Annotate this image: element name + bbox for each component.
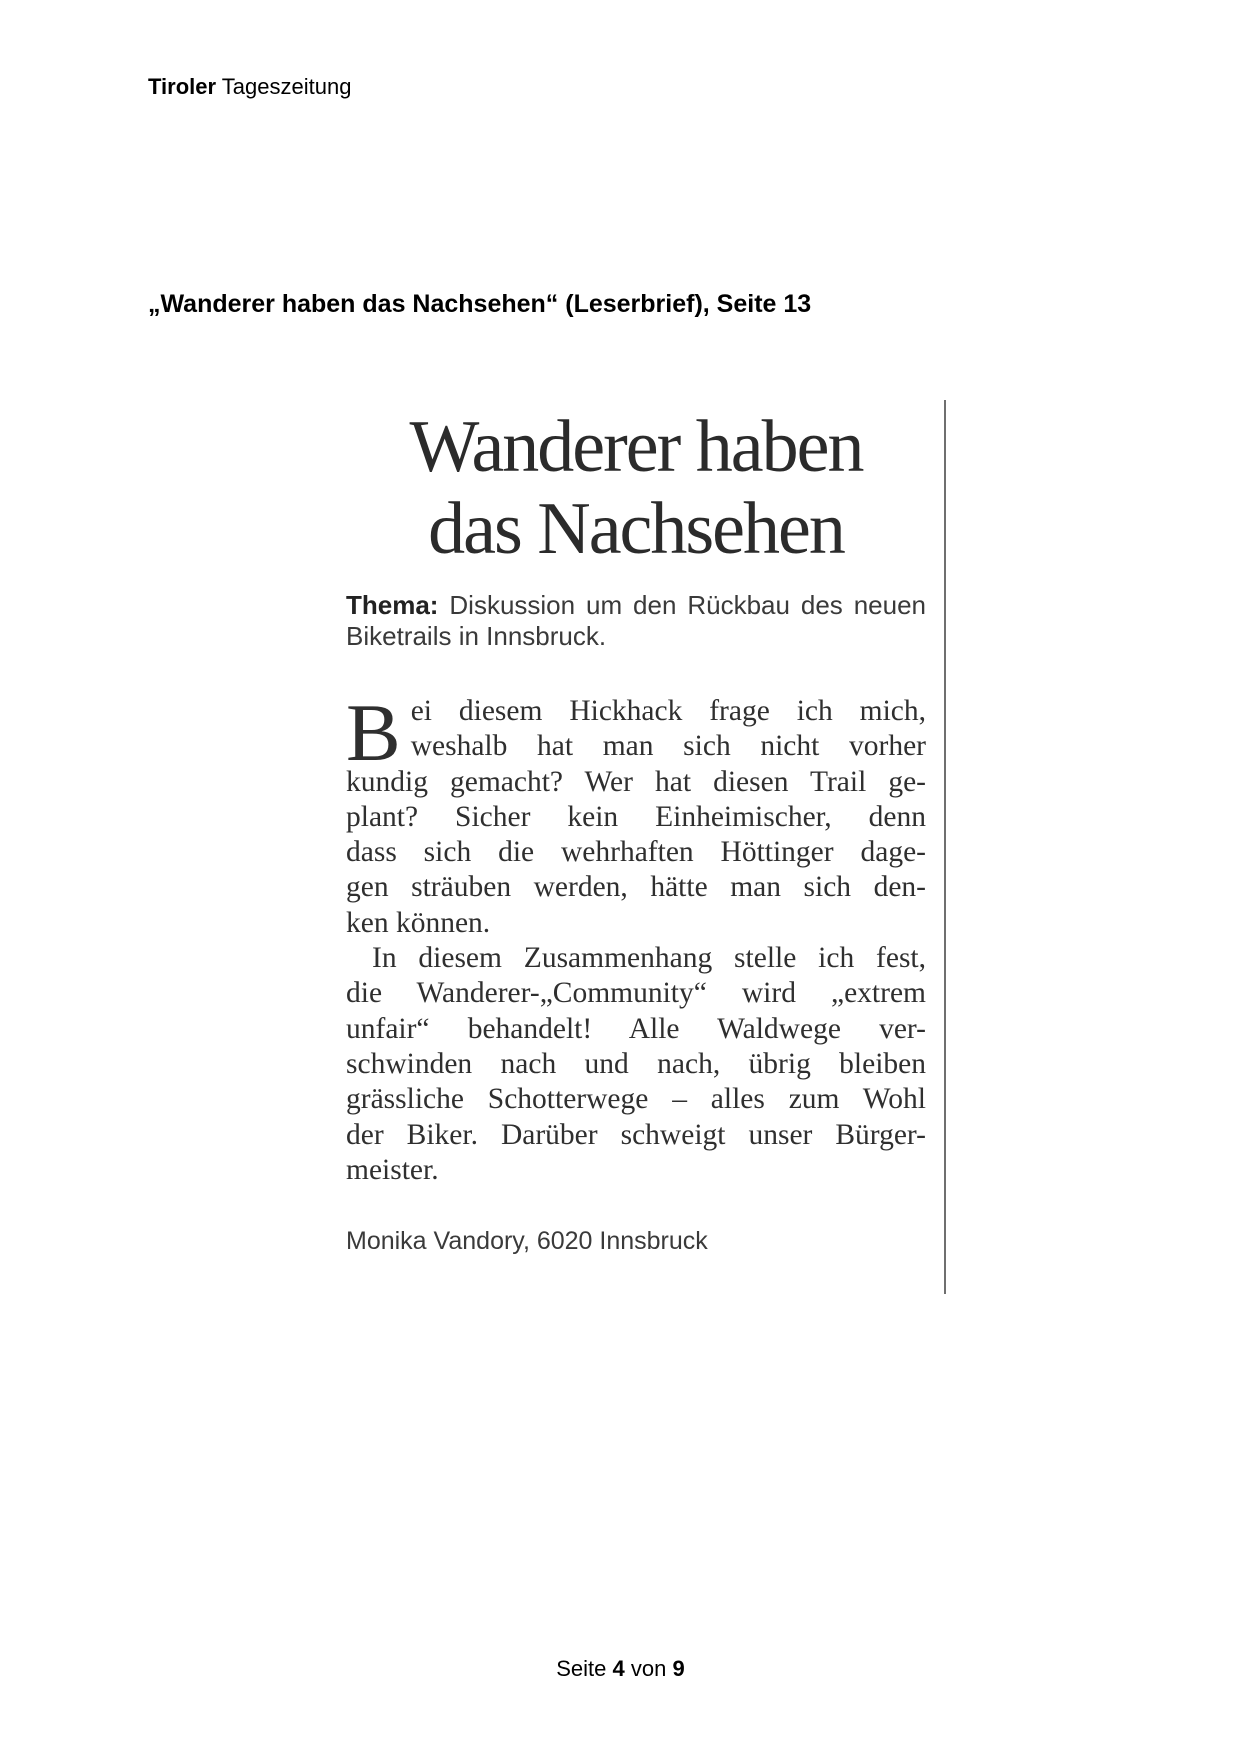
article-body [346, 687, 926, 1188]
publication-header [148, 74, 351, 100]
topic-label: Thema: [346, 590, 439, 620]
drop-cap: B [346, 687, 401, 778]
headline-line-2: das Nachsehen [428, 488, 844, 570]
column-divider [944, 400, 946, 1294]
publication-name-bold: Tiroler [148, 74, 217, 99]
topic-text: Diskussion um den Rückbau des neuen Biketrails in Innsbruck. [346, 590, 926, 651]
body-line: gen sträuben werden, hätte man sich den- [346, 871, 926, 904]
headline-line-1: Wanderer haben [409, 406, 863, 488]
body-line: ken können. [346, 906, 491, 939]
body-line: grässliche Schotterwege – alles zum Wohl [346, 1083, 926, 1116]
body-line: dass sich die wehrhaften Höttinger dage- [346, 836, 926, 869]
body-line: der Biker. Darüber schweigt unser Bürger- [346, 1118, 926, 1151]
current-page-number: 4 [612, 1656, 625, 1681]
page-prefix: Seite [556, 1656, 607, 1681]
body-line: kundig gemacht? Wer hat diesen Trail ge- [346, 765, 926, 798]
body-line: weshalb hat man sich nicht vorher [410, 730, 926, 763]
body-line: die Wanderer-„Community“ wird „extrem [346, 977, 926, 1010]
body-line: In diesem Zusammenhang stelle ich fest, [372, 942, 926, 975]
article-topic [346, 590, 926, 652]
page-footer [0, 1656, 1241, 1682]
letter-signature: Monika Vandory, 6020 Innsbruck [346, 1227, 708, 1255]
body-line: unfair“ behandelt! Alle Waldwege ver- [346, 1012, 926, 1045]
page-separator: von [630, 1656, 667, 1681]
clipping-title: „Wanderer haben das Nachsehen“ (Leserbrief), Seite 13 [148, 290, 812, 318]
body-line: meister. [346, 1153, 439, 1186]
newspaper-clipping [346, 400, 926, 1294]
body-line: plant? Sicher kein Einheimischer, denn [346, 800, 926, 833]
body-line: ei diesem Hickhack frage ich mich, [410, 695, 926, 727]
publication-name-regular: Tageszeitung [221, 74, 352, 99]
body-line: schwinden nach und nach, übrig bleiben [346, 1047, 926, 1080]
total-pages: 9 [672, 1656, 685, 1681]
article-headline [346, 406, 926, 570]
